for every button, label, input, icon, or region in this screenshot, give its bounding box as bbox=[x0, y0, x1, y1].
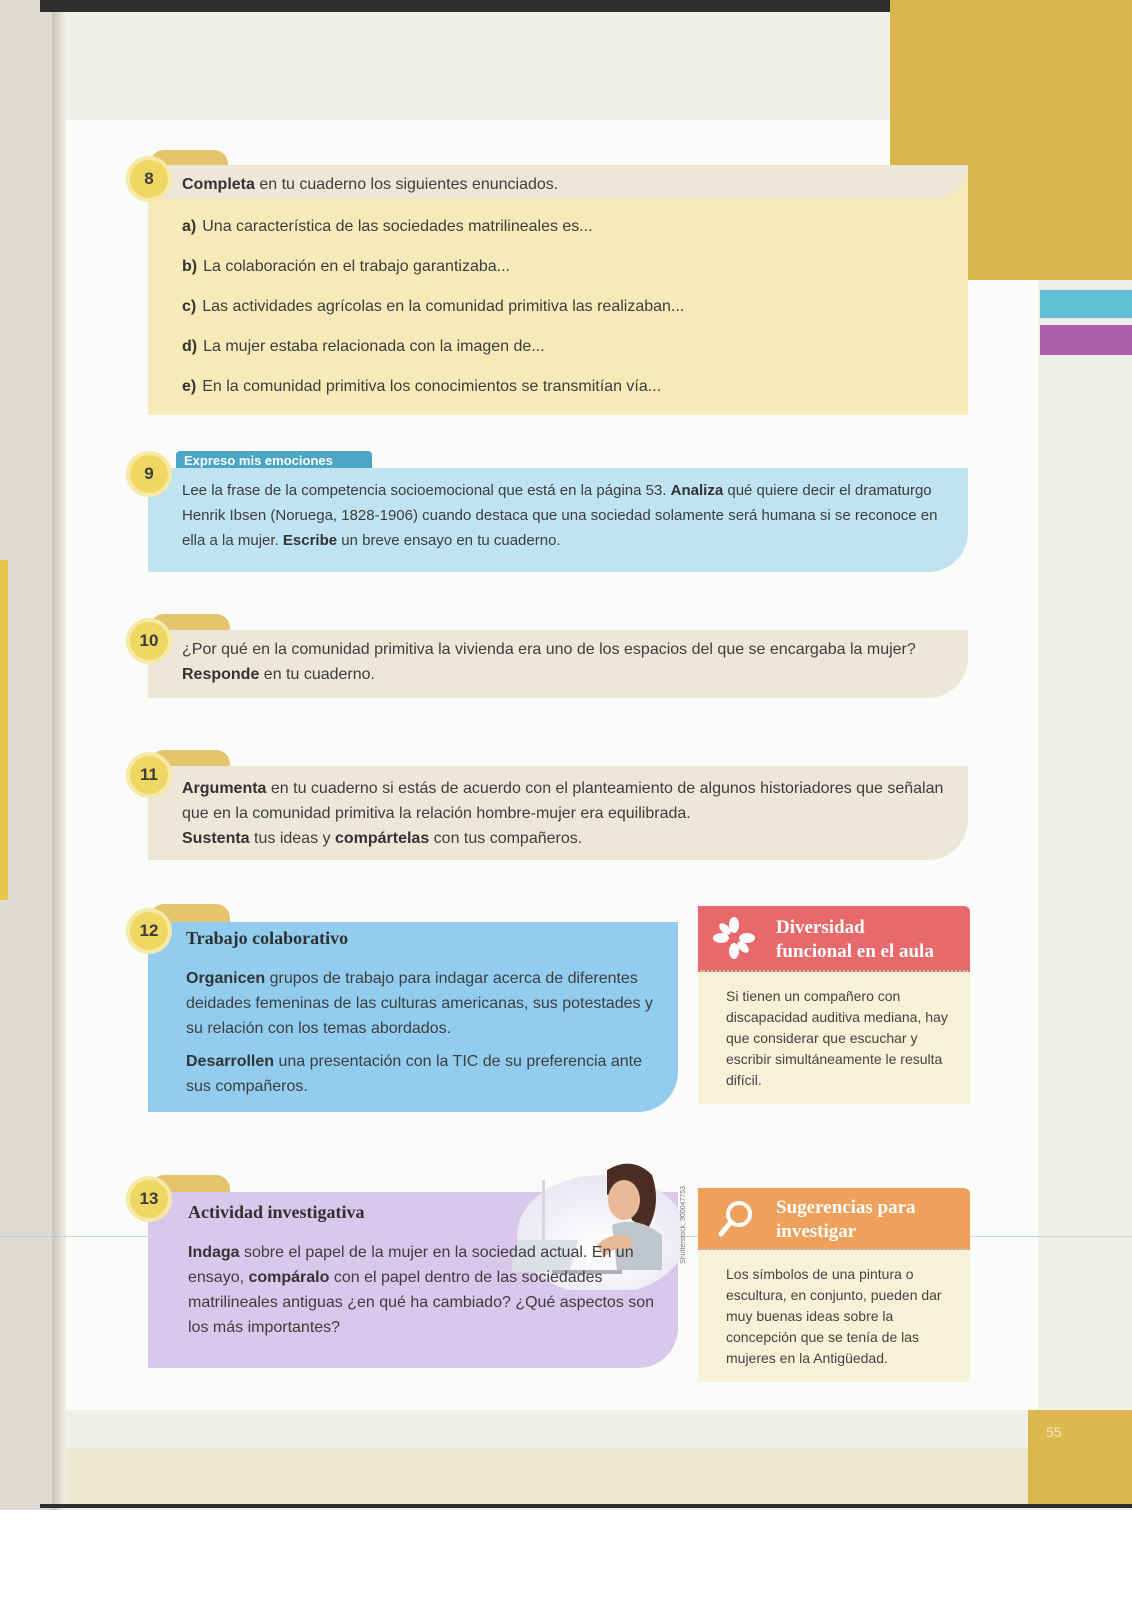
activity-10-text: ¿Por qué en la comunidad primitiva la vivienda era uno de los espacios del que se encargaba la mujer? Responde en tu cuaderno. bbox=[182, 641, 916, 683]
activity-11-badge: 11 bbox=[130, 756, 168, 794]
margin-tab-purple bbox=[1040, 325, 1132, 355]
activity-8-item: e) En la comunidad primitiva los conocimientos se transmitían vía... bbox=[182, 378, 662, 395]
bottom-edge bbox=[40, 1504, 1132, 1508]
activity-13-text: Indaga sobre el papel de la mujer en la sociedad actual. En un ensayo, compáralo con el papel dentro de las sociedades matrilineales antiguas ¿en qué ha cambiado? ¿Qué aspectos son los más importantes? bbox=[188, 1244, 655, 1336]
activity-12-badge: 12 bbox=[130, 912, 168, 950]
magnifier-icon bbox=[714, 1196, 758, 1240]
activity-10-badge: 10 bbox=[130, 622, 168, 660]
page-number: 55 bbox=[1046, 1424, 1062, 1440]
diversidad-title: Diversidad funcional en el aula bbox=[776, 917, 934, 962]
activity-9-badge: 9 bbox=[130, 455, 168, 493]
sugerencias-title: Sugerencias para investigar bbox=[776, 1197, 916, 1242]
activity-8-item: a) Una característica de las sociedades matrilineales es... bbox=[182, 218, 593, 235]
expreso-emociones-label: Expreso mis emociones bbox=[184, 453, 333, 468]
activity-8-item: d) La mujer estaba relacionada con la imagen de... bbox=[182, 338, 545, 355]
activity-9-text: Lee la frase de la competencia socioemocional que está en la página 53. Analiza qué quiere decir el dramaturgo Henrik Ibsen (Noruega, 1828-1906) cuando destaca que una sociedad solamente será humana si se reconoce en ella a la mujer. Escribe un breve ensayo en tu cuaderno. bbox=[182, 482, 938, 549]
activity-8-item: b) La colaboración en el trabajo garantizaba... bbox=[182, 258, 510, 275]
activity-8-instruction: Completa en tu cuaderno los siguientes enunciados. bbox=[182, 176, 559, 193]
book-spine bbox=[52, 0, 66, 1510]
left-page-tab bbox=[0, 560, 8, 900]
top-edge bbox=[40, 0, 900, 12]
activity-11-text: Argumenta en tu cuaderno si estás de acuerdo con el planteamiento de algunos historiadores que señalan que en la comunidad primitiva la relación hombre-mujer era equilibrada. Sustenta tus ideas y compártelas con tus compañeros. bbox=[182, 780, 944, 847]
page-number-block bbox=[1028, 1410, 1132, 1506]
photo-credit: Shutterstock, 300047753 bbox=[680, 1186, 687, 1264]
activity-8-badge: 8 bbox=[130, 160, 168, 198]
margin-tab-cyan bbox=[1040, 290, 1132, 318]
activity-8-item: c) Las actividades agrícolas en la comunidad primitiva las realizaban... bbox=[182, 298, 685, 315]
activity-12-text: Organicen grupos de trabajo para indagar acerca de diferentes deidades femeninas de las culturas americanas, sus potestades y su relación con los temas abordados. Desarrollen una presentación con la TIC de su preferencia ante sus compañeros. bbox=[186, 970, 653, 1095]
activity-12-title: Trabajo colaborativo bbox=[186, 928, 349, 948]
asterisk-flower-icon bbox=[712, 916, 756, 960]
footer-band bbox=[66, 1448, 1028, 1508]
left-page-edge bbox=[0, 0, 58, 1510]
diversidad-text: Si tienen un compañero con discapacidad auditiva mediana, hay que considerar que escuchar y escribir simultáneamente le resulta difícil. bbox=[726, 988, 948, 1088]
activity-13-title: Actividad investigativa bbox=[188, 1202, 365, 1222]
activity-13-badge: 13 bbox=[130, 1180, 168, 1218]
sugerencias-text: Los símbolos de una pintura o escultura, en conjunto, pueden dar muy buenas ideas sobre la concepción que se tenía de las mujeres en la Antigüedad. bbox=[726, 1266, 942, 1366]
